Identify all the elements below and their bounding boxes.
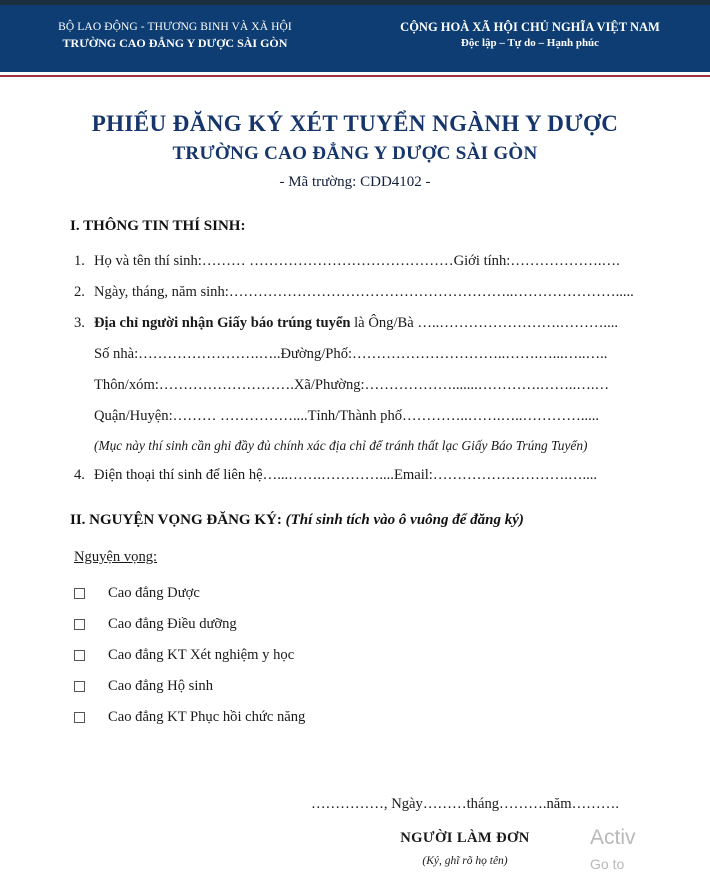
wish-option-nursing[interactable] — [74, 609, 648, 640]
section-one-heading: I. THÔNG TIN THÍ SINH: — [70, 218, 246, 234]
fullname-gender-line[interactable]: Họ và tên thí sinh:……… ……………………………………Giới tính:……………….…. — [94, 253, 620, 269]
watermark-line-2: Go to — [590, 856, 625, 872]
form-field-phone-email — [74, 460, 648, 491]
document-title-block — [0, 109, 710, 193]
checkbox-icon[interactable] — [74, 588, 85, 599]
item-number-1: 1. — [74, 253, 85, 269]
signature-subtitle: (Ký, ghĩ rõ họ tên) — [422, 855, 508, 867]
wish-option-label: Cao đẳng Dược — [108, 585, 200, 601]
letterhead-banner — [0, 0, 710, 72]
wish-options-list — [74, 578, 648, 733]
checkbox-icon[interactable] — [74, 712, 85, 723]
address-line-house-street[interactable]: Số nhà:…………………….…..Đường/Phố:…………………………..…….…...…..….. — [94, 346, 608, 362]
school-name: TRƯỜNG CAO ĐẲNG Y DƯỢC SÀI GÒN — [62, 35, 288, 50]
wish-option-rehabilitation[interactable] — [74, 702, 648, 733]
section-two-heading — [70, 509, 648, 531]
signature-date-line[interactable]: ……………, Ngày………tháng……….năm………. — [310, 796, 620, 812]
ministry-name: BỘ LAO ĐỘNG - THƯƠNG BINH VÀ XÃ HỘI — [58, 20, 292, 33]
section-two-title: II. NGUYỆN VỌNG ĐĂNG KÝ: — [70, 512, 286, 528]
checkbox-icon[interactable] — [74, 681, 85, 692]
wish-option-label: Cao đẳng Hộ sinh — [108, 678, 213, 694]
address-line-hamlet-ward[interactable]: Thôn/xóm:……………………….Xã/Phường:……………….......………….……..….… — [94, 377, 610, 393]
address-line-district-province[interactable]: Quận/Huyện:……… ……………....Tỉnh/Thành phố…………..…….…..…………..... — [94, 408, 600, 424]
signature-title: NGƯỜI LÀM ĐƠN — [400, 830, 530, 846]
recipient-address-line[interactable] — [94, 308, 648, 339]
signature-block — [0, 791, 710, 870]
address-note: (Mục này thí sinh cần ghi đầy đủ chính xác địa chỉ để tránh thất lạc Giấy Báo Trúng Tuyển) — [94, 438, 588, 453]
item-number-2: 2. — [74, 284, 85, 300]
form-field-recipient-address — [74, 308, 648, 339]
wish-option-midwifery[interactable] — [74, 671, 648, 702]
form-field-birthdate — [74, 277, 648, 308]
red-rule — [0, 75, 710, 77]
checkbox-icon[interactable] — [74, 650, 85, 661]
document-page — [0, 109, 710, 870]
phone-email-line[interactable]: Điện thoại thí sinh để liên hệ…...…….…………....Email:……………………….….... — [94, 467, 598, 483]
item-number-3: 3. — [74, 315, 85, 331]
birthdate-line[interactable]: Ngày, tháng, năm sinh:…………………………………………………..…………………..... — [94, 284, 634, 300]
national-motto-block — [350, 19, 710, 51]
wish-option-label: Cao đẳng KT Phục hồi chức năng — [108, 709, 306, 725]
school-code: - Mã trường: CDD4102 - — [279, 174, 431, 190]
national-motto: Độc lập – Tự do – Hạnh phúc — [460, 36, 600, 49]
page-title: PHIẾU ĐĂNG KÝ XÉT TUYỂN NGÀNH Y DƯỢC — [91, 111, 619, 136]
wish-option-label: Cao đẳng Điều dưỡng — [108, 616, 237, 632]
item-number-4: 4. — [74, 467, 85, 483]
ministry-block — [0, 19, 350, 51]
watermark-line-1: Activ — [590, 826, 636, 849]
wish-option-pharmacy[interactable] — [74, 578, 648, 609]
recipient-address-label: Địa chỉ người nhận Giấy báo trúng tuyển — [94, 315, 351, 331]
form-field-fullname — [74, 246, 648, 277]
form-content — [0, 215, 710, 733]
country-name: CỘNG HOÀ XÃ HỘI CHỦ NGHĨA VIỆT NAM — [400, 19, 660, 34]
wish-option-medical-testing[interactable] — [74, 640, 648, 671]
section-two-instruction: (Thí sinh tích vào ô vuông để đăng ký) — [285, 512, 524, 528]
page-subtitle: TRƯỜNG CAO ĐẲNG Y DƯỢC SÀI GÒN — [172, 143, 538, 164]
letterhead-content — [0, 5, 710, 64]
checkbox-icon[interactable] — [74, 619, 85, 630]
wish-option-label: Cao đẳng KT Xét nghiệm y học — [108, 647, 295, 663]
recipient-name-blank: là Ông/Bà …..…………………….……….... — [350, 315, 619, 331]
wish-label: Nguyện vọng: — [74, 549, 158, 565]
